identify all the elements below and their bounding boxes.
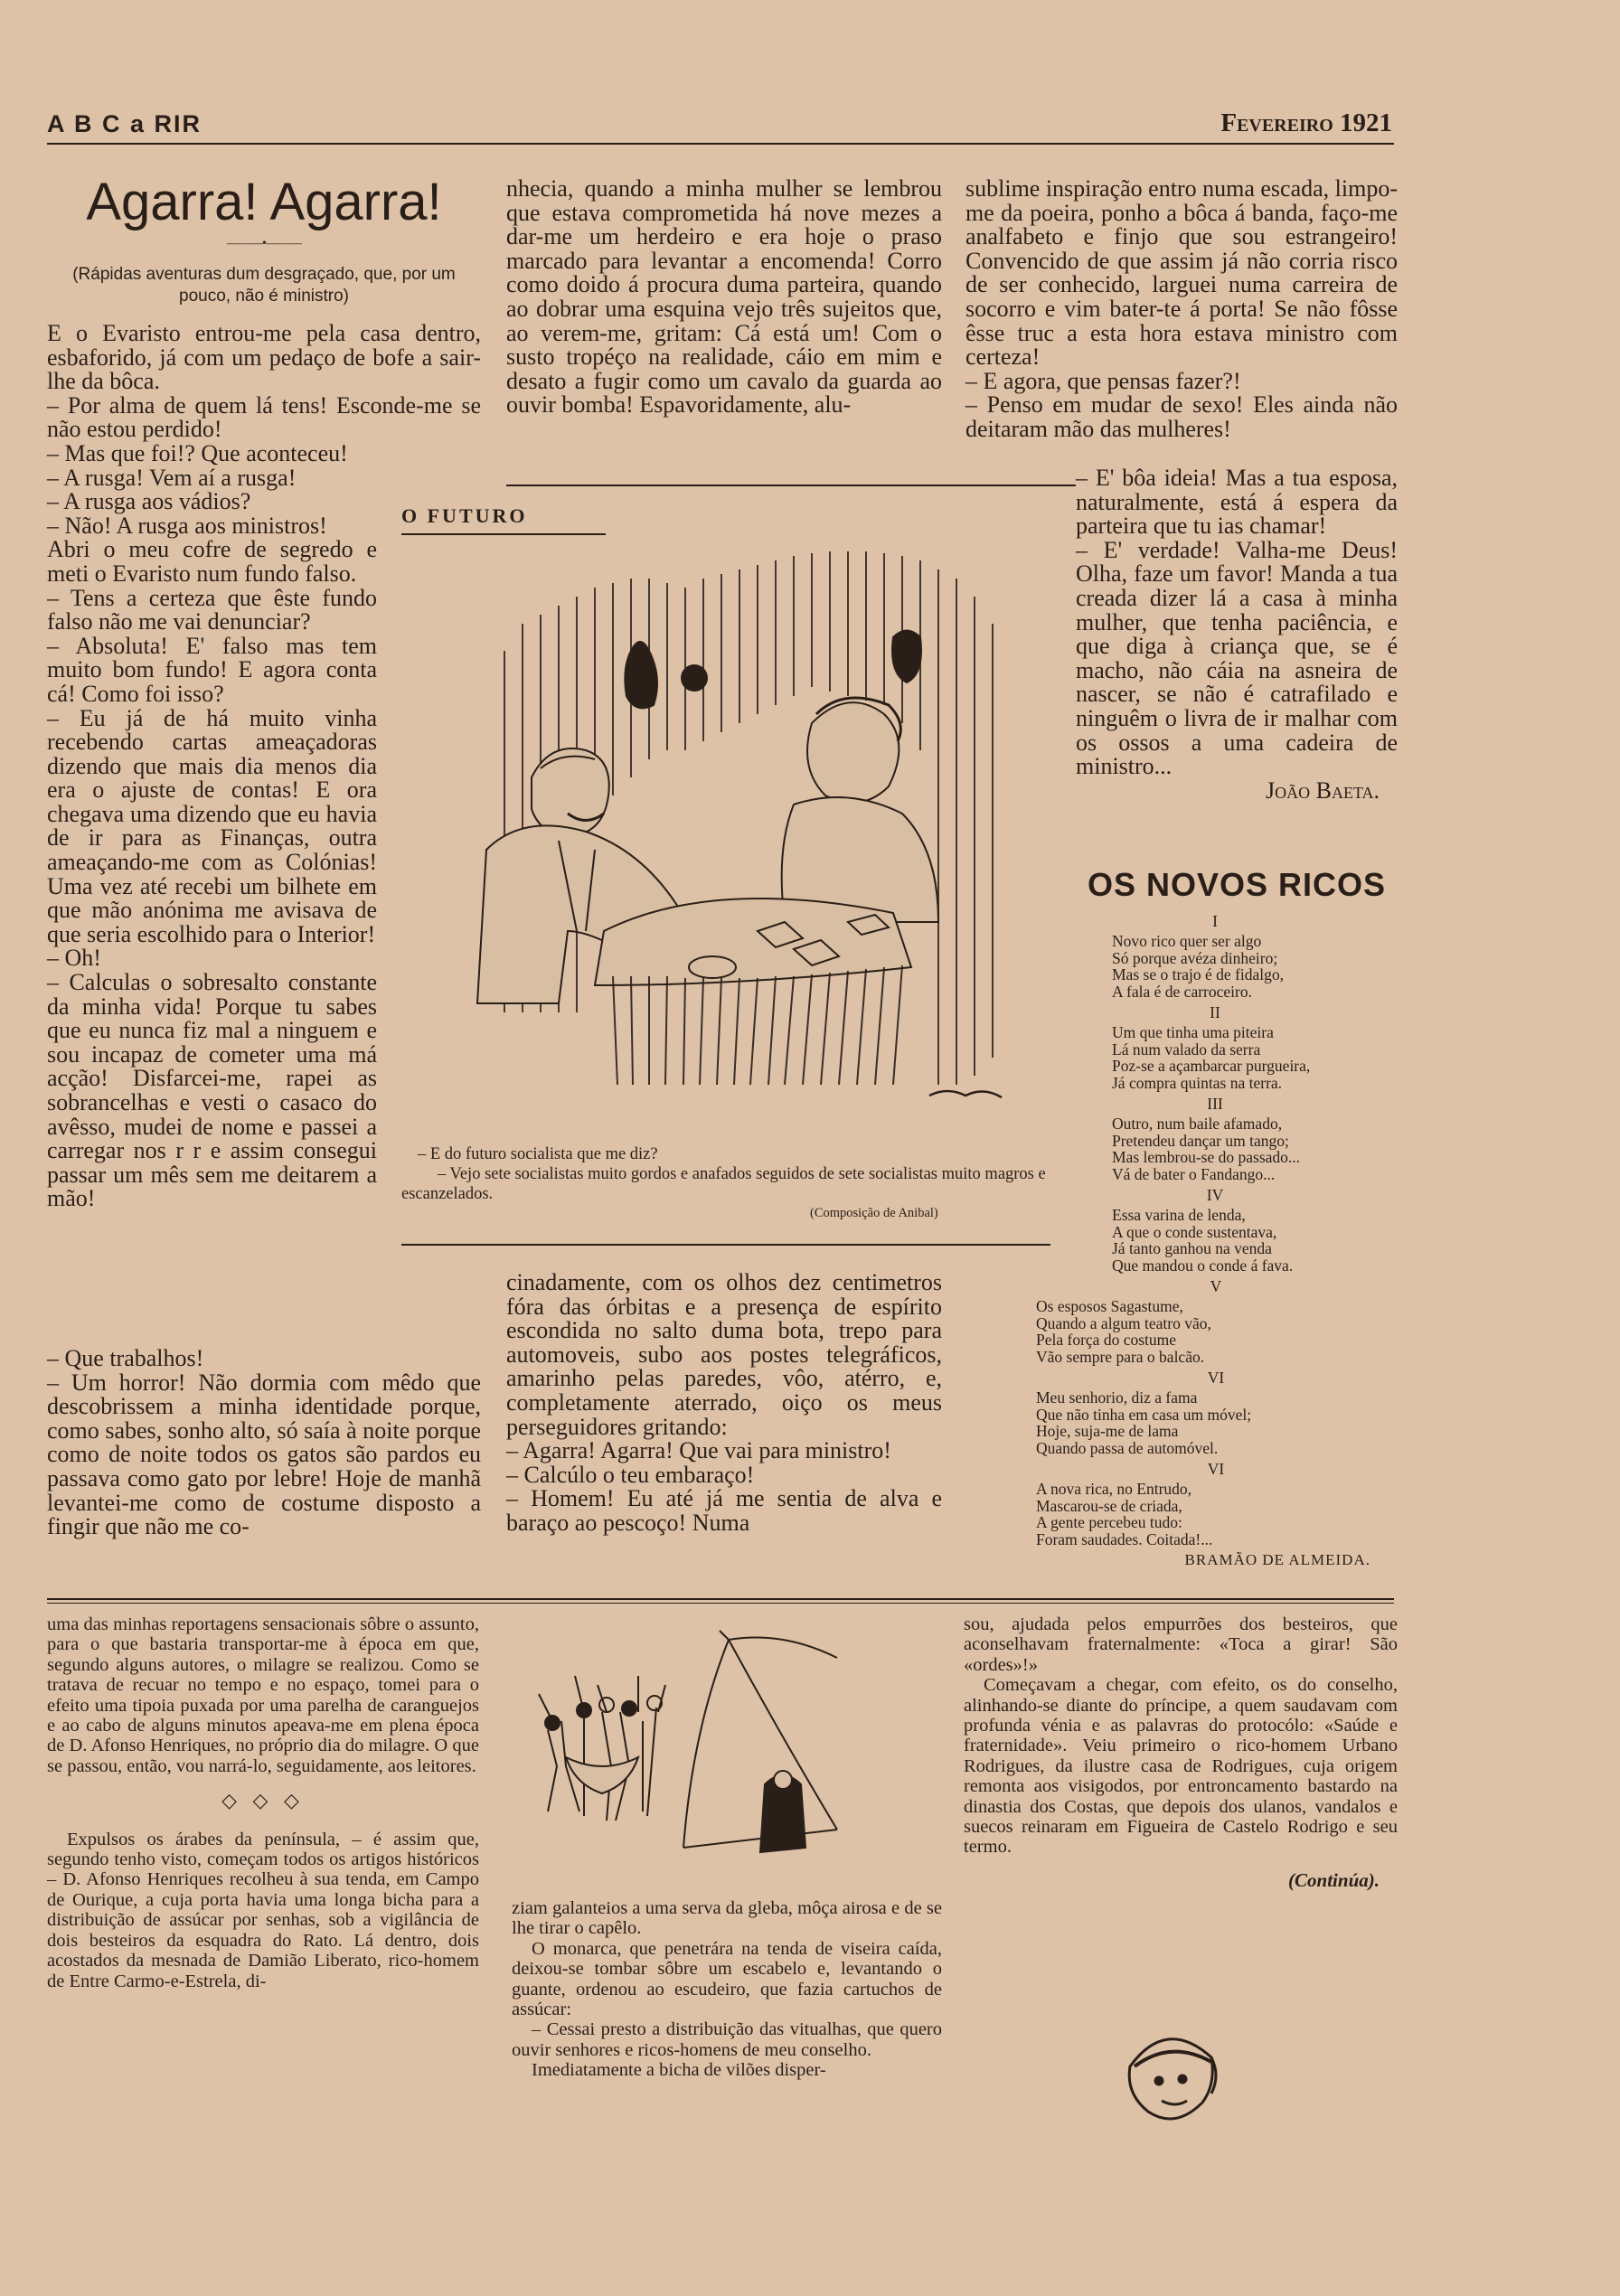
poem-line: Que mandou o conde á fava. — [1112, 1256, 1294, 1275]
article2-paragraph: – Cessai presto a distribuição das vitualhas, que quero ouvir senhores e ricos-homens de meu conselho. — [512, 2019, 942, 2060]
article-subtitle: (Rápidas aventuras dum desgraçado, que, por um pouco, não é ministro) — [72, 265, 456, 306]
tent-and-crowd-drawing — [512, 1622, 942, 1866]
poem-line: Já tanto ganhou na venda — [1112, 1239, 1272, 1258]
article1-paragraph: Abri o meu cofre de segredo e meti o Evaristo num fundo falso. — [47, 536, 377, 587]
article2-column-3 — [964, 1614, 1398, 1890]
article2-paragraph: sou, ajudada pelos empurrões dos besteiros, que aconselhavam fraternalmente: «Toca a girar! São «ordes»!» — [964, 1614, 1398, 1675]
poem-line: Vá de bater o Fandango... — [1112, 1165, 1276, 1184]
face-illustration — [1121, 2021, 1220, 2122]
poem-stanza — [1034, 1187, 1396, 1275]
poem-stanza — [1034, 1004, 1396, 1092]
article2-paragraph: Imediatamente a bicha de vilões disper- — [532, 2060, 826, 2081]
poem-line: Só porque avéza dinheiro; — [1112, 948, 1278, 967]
poem-line: A gente percebeu tudo: — [1036, 1513, 1182, 1532]
tent-illustration — [512, 1622, 942, 1866]
poem-stanza — [1034, 1369, 1396, 1457]
title-ornament: ———•——— — [227, 237, 301, 250]
article1-paragraph: – Homem! Eu até já me sentia de alva e baraço ao pescoço! Numa — [506, 1485, 942, 1536]
article1-column-2 — [506, 177, 942, 418]
article-title: Agarra! Agarra! — [86, 173, 442, 231]
poem-line: Meu senhorio, diz a fama — [1036, 1388, 1198, 1407]
stanza-number: III — [1207, 1094, 1223, 1113]
poem-line: Que não tinha em casa um móvel; — [1036, 1405, 1252, 1424]
article2-column-2 — [512, 1898, 942, 2081]
article1-paragraph: – Calcúlo o teu embaraço! — [506, 1461, 755, 1488]
article1-paragraph: – Tens a certeza que êste fundo falso não me vai denunciar? — [47, 584, 377, 635]
stanza-number: VI — [1207, 1368, 1225, 1387]
article1-paragraph: – A rusga aos vádios? — [47, 488, 251, 515]
stanza-number: V — [1210, 1276, 1222, 1295]
poem-line: Mas se o trajo é de fidalgo, — [1112, 965, 1285, 984]
poem-line: A fala é de carroceiro. — [1112, 983, 1252, 1002]
cartoon-caption-question: – E do futuro socialista que me diz? — [418, 1145, 658, 1163]
continua-note: (Continúa). — [1288, 1868, 1380, 1891]
poem-line: A nova rica, no Entrudo, — [1036, 1479, 1192, 1498]
poem-stanza — [1034, 1096, 1396, 1183]
poem-line: Mas lembrou-se do passado... — [1112, 1148, 1301, 1167]
article1-paragraph: sublime inspiração entro numa escada, limpo-me da poeira, ponho a bôca á banda, faço-me analfabeto e finjo que sou estrangeiro! Convencido de que assim já não corria risco de ser conhecido, larguei numa carreira de socorro e vim bater-te á porta! Se não fôsse êsse truc a esta hora estava ministro com certeza! — [965, 175, 1398, 371]
cartoon-top-rule — [506, 485, 1076, 486]
stanza-number: I — [1212, 912, 1218, 930]
cartoon-caption-answer: – Vejo sete socialistas muito gordos e anafados seguidos de sete socialistas muito magros e escanzelados. — [401, 1165, 1046, 1203]
stanza-number: IV — [1206, 1185, 1224, 1204]
poem-line: Foram saudades. Coitada!... — [1036, 1530, 1213, 1549]
poem-body — [1034, 909, 1396, 1569]
poem-stanza — [1034, 1461, 1396, 1548]
article2-paragraph: Começavam a chegar, com efeito, os do conselho, alinhando-se diante do príncipe, a quem saudavam com profunda vénia e as palavras do protocólo: «Saúde e fraternidade». Veiu primeiro o rico-homem Urbano Rodrigues, da ilustre casa de Rodrigues, cuja origem remonta aos visigodos, por entroncamento bastardo na dinastia dos Costas, que depois dos ulanos, vandalos e suecos reinaram em Figueira de Castelo Rodrigo e seu termo. — [964, 1675, 1398, 1858]
poem-line: Mascarou-se de criada, — [1036, 1496, 1182, 1515]
poem-line: Pretendeu dançar um tango; — [1112, 1131, 1289, 1150]
article1-column-3 — [965, 177, 1398, 442]
helmeted-face-drawing — [1121, 2021, 1220, 2122]
header-rule — [47, 143, 1394, 145]
article1-column-3-narrow — [1076, 466, 1398, 803]
masthead: A B C a RIR — [47, 110, 202, 137]
poem-line: Outro, num baile afamado, — [1112, 1114, 1283, 1133]
article1-column-2-bottom — [506, 1271, 942, 1536]
article2-paragraph: Expulsos os árabes da península, – é assim que, segundo tenho visto, começam todos os artigos históricos – D. Afonso Henriques recolheu à sua tenda, em Campo de Ourique, a cuja porta havia uma longa bicha para a distribuição de assúcar por senhas, sob a vigilância de dois besteiros da esquadra do Rato. Lá dentro, dois acostados da mesnada de Damião Liberato, rico-homem de Entre Carmo-e-Estrela, di- — [47, 1829, 479, 1991]
article1-paragraph: – Por alma de quem lá tens! Esconde-me se não estou perdido! — [47, 391, 481, 443]
article2-paragraph: O monarca, que penetrára na tenda de viseira caída, deixou-se tombar sôbre um escabelo e, levantando o guante, ordenou ao escudeiro, que fazia cartuchos de assúcar: — [512, 1938, 942, 2020]
article1-paragraph: – Um horror! Não dormia com mêdo que descobrissem a minha identidade porque, como sabes, sonho alto, só saía à noite porque como de noite todos os gatos são pardos eu passava como gato por lebre! Hoje de manhã levantei-me como de costume disposto a fingir que não me co- — [47, 1369, 481, 1540]
article2-paragraph: ziam galanteios a uma serva da gleba, môça airosa e de se lhe tirar o capêlo. — [512, 1898, 942, 1939]
article1-signature: João Baeta. — [1265, 776, 1380, 804]
article1-paragraph: – A rusga! Vem aí a rusga! — [47, 464, 297, 491]
article1-paragraph: – Calculas o sobresalto constante da minha vida! Porque tu sabes que eu nunca fiz mal a ninguem e sou incapaz de cometer uma má acção! Disfarcei-me, rapei as sobrancelhas e vesti o casaco do avêsso, mudei de nome e passei a carregar nos r r e assim consegui passar um mês sem me deitarem a mão! — [47, 969, 377, 1212]
cartoon-credit: (Composição de Anibal) — [810, 1206, 938, 1220]
poem-title: OS NOVOS RICOS — [1087, 866, 1387, 903]
article1-column-1 — [47, 322, 481, 1211]
section-divider-rule — [47, 1598, 1394, 1600]
article1-paragraph: – Absoluta! E' falso mas tem muito bom fundo! E agora conta cá! Como foi isso? — [47, 632, 377, 707]
poem-line: Lá num valado da serra — [1112, 1040, 1261, 1059]
poem-line: Um que tinha uma piteira — [1112, 1022, 1274, 1041]
stanza-number: II — [1210, 1002, 1220, 1021]
poem-line: Quando a algum teatro vão, — [1036, 1313, 1211, 1332]
article1-paragraph: – Eu já de há muito vinha recebendo cartas ameaçadoras dizendo que mais dia menos dia era o ajuste de contas! E ora chegava uma dizendo que eu havia de ir para as Finanças, outra ameaçando-me com as Colónias! Uma vez até recebi um bilhete em que mão anónima me avisava de que seria escolhido para o Interior! — [47, 704, 377, 947]
article1-paragraph: – Não! A rusga aos ministros! — [47, 512, 327, 539]
article1-paragraph: – Penso em mudar de sexo! Eles ainda não deitaram mão das mulheres! — [965, 391, 1398, 442]
issue-date: Fevereiro 1921 — [1220, 108, 1392, 137]
article1-paragraph: – E' verdade! Valha-me Deus! Olha, faze um favor! Manda a tua creada dizer lá a casa à minha mulher, que tenha paciência, e que diga à criança que, se é macho, não cáia na asneira de nascer, se não é catrafilado e ninguêm o livra de ir malhar com os ossos a uma cadeira de ministro... — [1076, 536, 1398, 780]
poem-line: Quando passa de automóvel. — [1036, 1439, 1219, 1458]
article1-paragraph: – E' bôa ideia! Mas a tua esposa, naturalmente, está á espera da parteira que tu ias chamar! — [1076, 465, 1398, 540]
poem-signature: BRAMÃO DE ALMEIDA. — [1184, 1550, 1370, 1568]
ornament-diamonds: ◇ ◇ ◇ — [221, 1789, 305, 1812]
poem-line: Novo rico quer ser algo — [1112, 931, 1262, 950]
article1-paragraph: – Que trabalhos! — [47, 1345, 204, 1371]
cartoon-illustration — [423, 542, 1047, 1130]
poem-line: Vão sempre para o balcão. — [1036, 1348, 1205, 1367]
article1-paragraph: E o Evaristo entrou-me pela casa dentro, esbaforido, já com um pedaço de bofe a sair-lhe da bôca. — [47, 320, 481, 395]
poem-line: Já compra quintas na terra. — [1112, 1074, 1283, 1093]
poem-stanza — [1034, 1278, 1396, 1366]
cartoon-bottom-rule — [401, 1244, 1050, 1246]
article1-paragraph: nhecia, quando a minha mulher se lembrou que estava comprometida há nove mezes a dar-me um herdeiro e era hoje o praso marcado para levantar a encomenda! Corro como doido á procura duma parteira, quando ao dobrar uma esquina vejo três sujeitos que, ao verem-me, gritam: Cá está um! Com o susto tropéço na realidade, cáio em mim e desato a fugir como um cavalo da guarda ao ouvir bomba! Espavoridamente, alu- — [506, 175, 942, 419]
poem-stanza — [1034, 913, 1396, 1001]
stanza-number: VI — [1207, 1459, 1225, 1478]
poem-line: Pela força do costume — [1036, 1331, 1177, 1350]
cartoon-title: O FUTURO — [401, 504, 528, 527]
section-divider-rule-2 — [47, 1603, 1394, 1604]
article1-paragraph: cinadamente, com os olhos dez centimetros fóra das órbitas e a presença de espírito escondida no salto duma bota, trepo para automoveis, subo aos postes telegráficos, amarinho pelas paredes, vôo, atérro, e, completamente aterrado, oiço os meus perseguidores gritando: — [506, 1269, 942, 1440]
poem-line: A que o conde sustentava, — [1112, 1222, 1277, 1241]
article1-paragraph: – Oh! — [47, 945, 101, 972]
article1-paragraph: – Mas que foi!? Que aconteceu! — [47, 439, 348, 466]
article1-column-1-bottom — [47, 1347, 481, 1539]
poem-line: Essa varina de lenda, — [1112, 1205, 1246, 1224]
article2-paragraph: uma das minhas reportagens sensacionais sôbre o assunto, para o que bastaria transportar-me à época em que, segundo alguns autores, o milagre se realizou. Como se tratava de recuar no tempo e no espaço, tomei para o efeito uma tipoia puxada por uma parelha de caranguejos e ao cabo de alguns minutos apeava-me em plena época de D. Afonso Henriques, no próprio dia do milagre. O que se passou, então, vou narrá-lo, seguidamente, aos leitores. — [47, 1614, 479, 1776]
article1-paragraph: – Agarra! Agarra! Que vai para ministro! — [506, 1437, 891, 1464]
fortune-teller-drawing — [423, 542, 1047, 1130]
article1-paragraph: – E agora, que pensas fazer?! — [965, 367, 1241, 394]
cartoon-title-underline — [401, 533, 606, 535]
article2-column-1 — [47, 1614, 479, 1991]
poem-line: Poz-se a açambarcar purgueira, — [1112, 1057, 1311, 1076]
poem-line: Hoje, suja-me de lama — [1036, 1422, 1179, 1441]
poem-line: Os esposos Sagastume, — [1036, 1296, 1183, 1315]
